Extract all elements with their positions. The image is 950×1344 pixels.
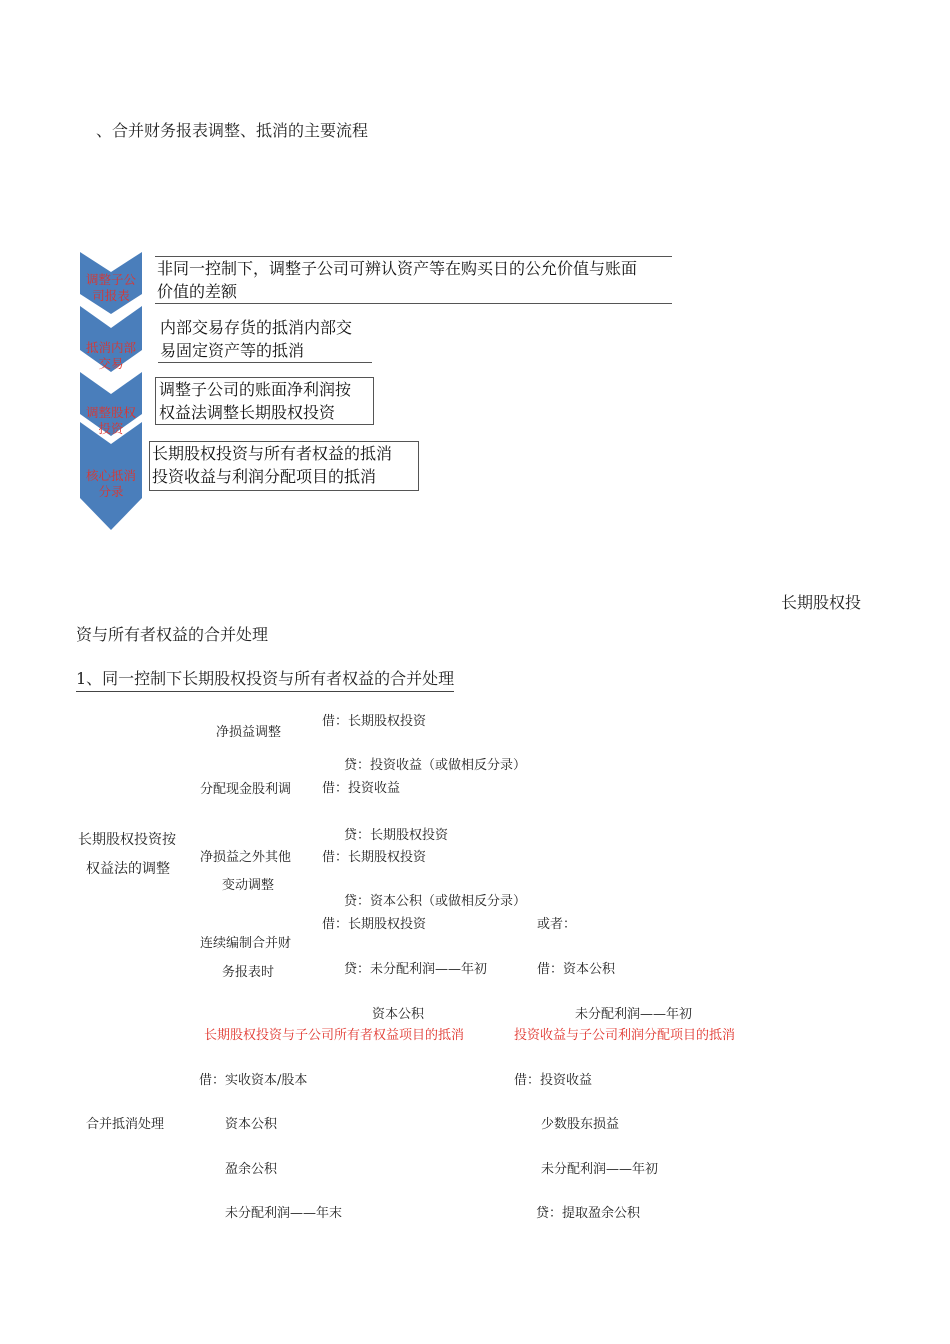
cash-div-debit: 借：投资收益: [322, 781, 401, 796]
flow-desc-line: 价值的差额: [157, 282, 238, 301]
net-income-debit: 借：长期股权投资: [322, 714, 427, 729]
flow-step-1: [80, 252, 142, 314]
other-credit: 贷：资本公积（或做相反分录）: [344, 894, 527, 909]
elim-left-item: 盈余公积: [225, 1162, 278, 1177]
continuous-credit: 贷：未分配利润——年初: [344, 962, 488, 977]
elim-left-item: 未分配利润——年末: [225, 1206, 343, 1221]
page-heading: 、合并财务报表调整、抵消的主要流程: [96, 121, 369, 140]
flow-desc-line: 非同一控制下，调整子公司可辨认资产等在购买日的公允价值与账面: [157, 259, 638, 278]
flow-desc-1: [155, 256, 672, 304]
net-income-label: 净损益调整: [216, 725, 282, 740]
continuous-label-2: 务报表时: [222, 965, 275, 980]
elimination-left-title: 长期股权投资与子公司所有者权益项目的抵消: [204, 1028, 465, 1043]
other-label-2: 变动调整: [222, 878, 275, 893]
flow-desc-line: 调整子公司的账面净利润按: [159, 380, 352, 399]
flow-desc-3: [155, 377, 374, 425]
flow-desc-line: 权益法调整长期股权投资: [159, 403, 336, 422]
flow-step-label: 抵消内部交易: [85, 340, 136, 371]
cash-div-credit: 贷：长期股权投资: [344, 828, 449, 843]
continuous-credit-2: 资本公积: [372, 1007, 425, 1022]
elim-right-item: 贷：提取盈余公积: [536, 1206, 641, 1221]
flow-step-label: 核心抵消分录: [85, 468, 136, 499]
elimination-group-label: 合并抵消处理: [86, 1117, 165, 1132]
subsection-title: 1、同一控制下长期股权投资与所有者权益的合并处理: [76, 666, 454, 692]
elim-left-item: 借：实收资本/股本: [199, 1073, 308, 1088]
flow-desc-line: 内部交易存货的抵消内部交: [160, 318, 353, 337]
other-label-1: 净损益之外其他: [200, 850, 292, 865]
elim-right-item: 未分配利润——年初: [541, 1162, 659, 1177]
elim-left-item: 资本公积: [225, 1117, 278, 1132]
continuous-label-1: 连续编制合并财: [200, 936, 292, 951]
alt-debit: 借：资本公积: [537, 962, 616, 977]
cash-div-label: 分配现金股利调: [200, 782, 292, 797]
other-debit: 借：长期股权投资: [322, 850, 427, 865]
section-title-part1: 长期股权投: [781, 593, 862, 612]
flow-step-label: 调整子公司报表: [85, 272, 136, 303]
equity-group-label-2: 权益法的调整: [86, 861, 170, 877]
flow-desc-2: [158, 316, 372, 363]
elim-right-item: 少数股东损益: [541, 1117, 620, 1132]
flow-step-label: 调整股权投资: [85, 405, 136, 436]
equity-group-label-1: 长期股权投资按: [78, 832, 176, 848]
alt-or: 或者：: [537, 917, 577, 932]
flow-step-2: [80, 306, 142, 372]
alt-credit: 未分配利润——年初: [575, 1007, 693, 1022]
elim-right-item: 借：投资收益: [514, 1073, 593, 1088]
section-title-part2: 资与所有者权益的合并处理: [76, 625, 269, 644]
flow-desc-4: [149, 441, 419, 491]
flow-step-4: [80, 422, 142, 530]
flow-desc-line: 长期股权投资与所有者权益的抵消: [152, 444, 393, 463]
continuous-debit: 借：长期股权投资: [322, 917, 427, 932]
elimination-right-title: 投资收益与子公司利润分配项目的抵消: [514, 1028, 736, 1043]
flow-desc-line: 易固定资产等的抵消: [160, 341, 305, 360]
flow-desc-line: 投资收益与利润分配项目的抵消: [152, 467, 377, 486]
net-income-credit: 贷：投资收益（或做相反分录）: [344, 758, 527, 773]
